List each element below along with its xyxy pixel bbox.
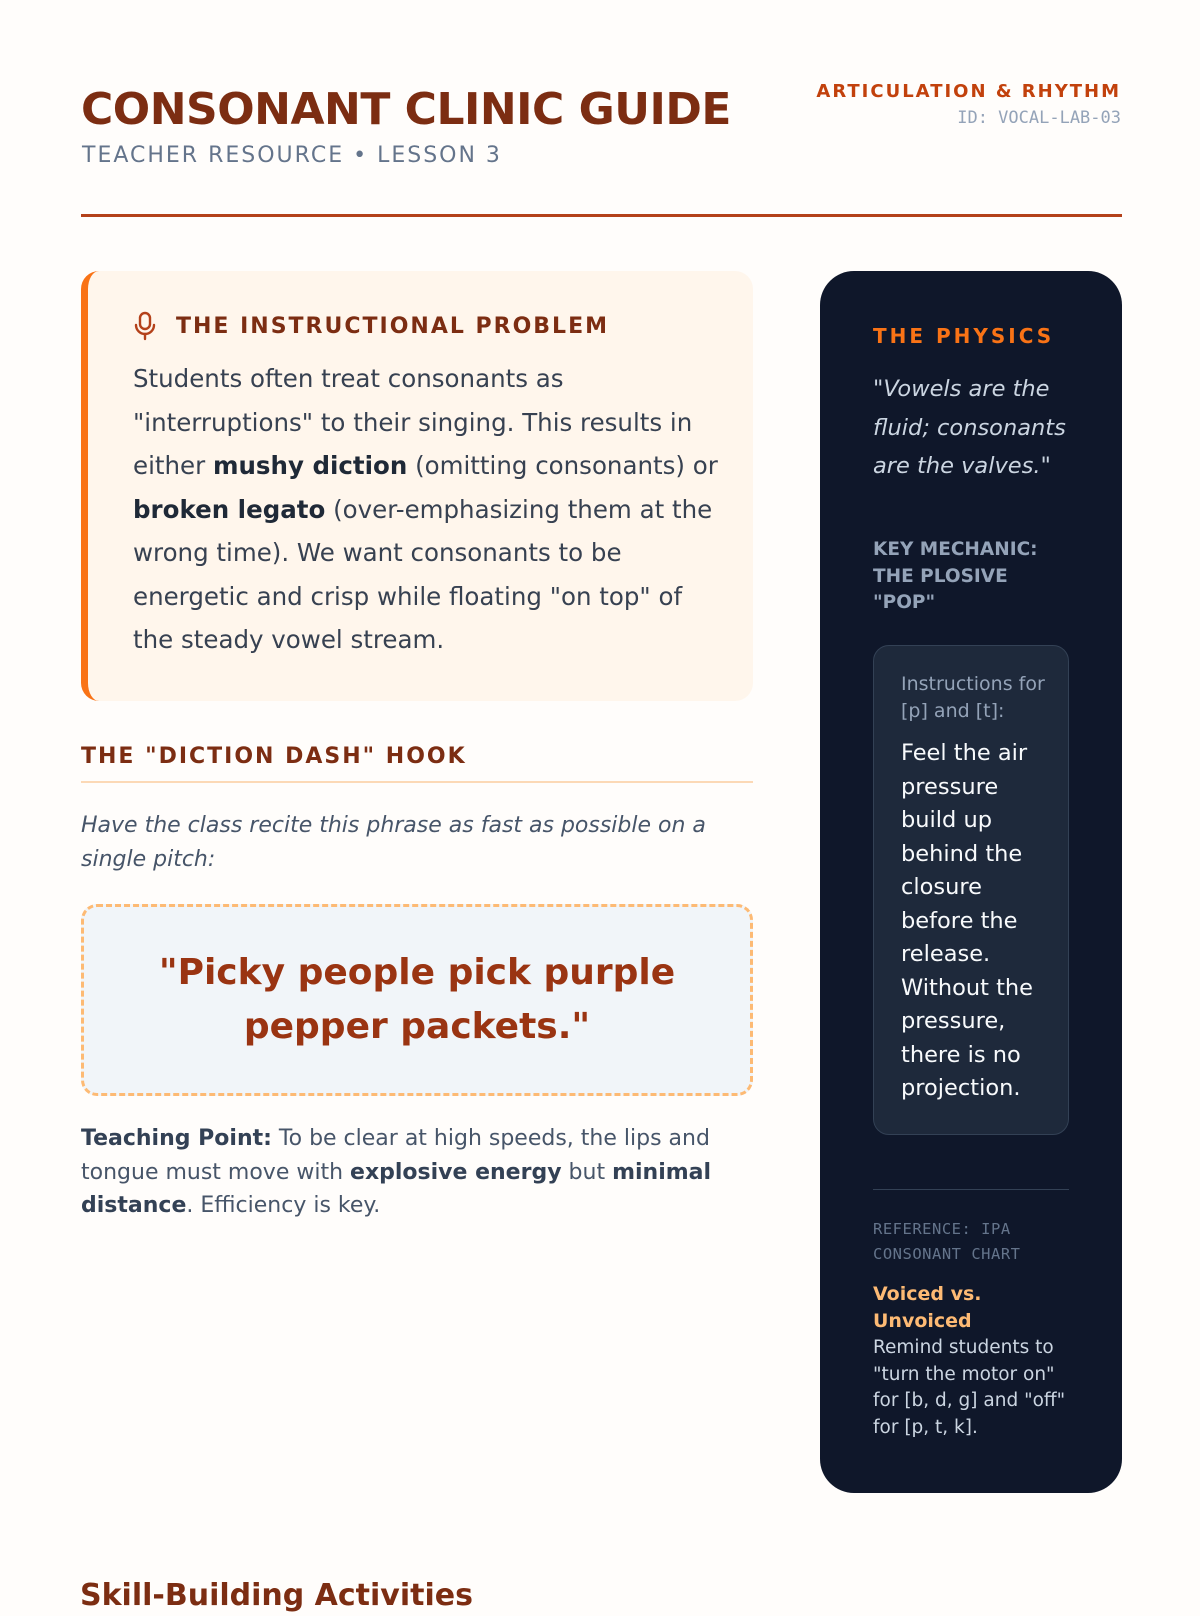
instructions-label: Instructions for [p] and [t]:: [901, 673, 1045, 722]
page-subtitle: TEACHER RESOURCE • LESSON 3: [82, 143, 502, 168]
teaching-point: Teaching Point: To be clear at high speeds, the lips and tongue must move with explosive energy but minimal distance. Efficiency is key.: [81, 1126, 712, 1218]
tongue-twister-phrase: "Picky people pick purple pepper packets.": [158, 952, 676, 1047]
activities-section-title: Skill-Building Activities: [80, 1578, 473, 1613]
tongue-twister-box: [81, 904, 753, 1096]
physics-panel: [820, 271, 1122, 1493]
key-mechanic-title: KEY MECHANIC: THE PLOSIVE "POP": [873, 539, 1038, 613]
reference-label: REFERENCE: IPA CONSONANT CHART: [873, 1220, 1021, 1263]
hook-divider: [81, 781, 753, 783]
reference-text: Remind students to "turn the motor on" for [b, d, g] and "off" for [p, t, k].: [873, 1337, 1066, 1438]
physics-quote: "Vowels are the fluid; consonants are the valves.": [873, 376, 1066, 479]
plosive-instructions-card: [873, 645, 1069, 1135]
instructional-problem-card: [81, 271, 753, 701]
header-divider: [81, 214, 1122, 217]
problem-header: [132, 311, 609, 341]
instructions-text: Feel the air pressure build up behind the closure before the release. Without the pressure, there is no projection.: [901, 740, 1034, 1101]
reference-title: Voiced vs. Unvoiced: [873, 1283, 982, 1332]
emphasis-mushy-diction: mushy diction: [212, 451, 408, 480]
category-label: ARTICULATION & RHYTHM: [816, 81, 1121, 102]
document-id: ID: VOCAL-LAB-03: [957, 108, 1121, 128]
problem-title: THE INSTRUCTIONAL PROBLEM: [176, 313, 609, 339]
teaching-point-label: Teaching Point:: [81, 1126, 272, 1151]
hook-section-title: THE "DICTION DASH" HOOK: [81, 744, 467, 769]
problem-description: Students often treat consonants as "interruptions" to their singing. This results in either mushy diction (omitting consonants) or broken legato (over-emphasizing them at the wrong time). We want consonants to be energetic and crisp while floating "on top" of the steady vowel stream.: [133, 364, 718, 654]
emphasis-broken-legato: broken legato: [133, 494, 326, 524]
panel-divider: [873, 1189, 1069, 1190]
physics-title: THE PHYSICS: [873, 324, 1055, 348]
page-title: CONSONANT CLINIC GUIDE: [81, 84, 731, 135]
microphone-icon: [132, 311, 158, 341]
hook-instructions: Have the class recite this phrase as fast as possible on a single pitch:: [81, 813, 706, 872]
